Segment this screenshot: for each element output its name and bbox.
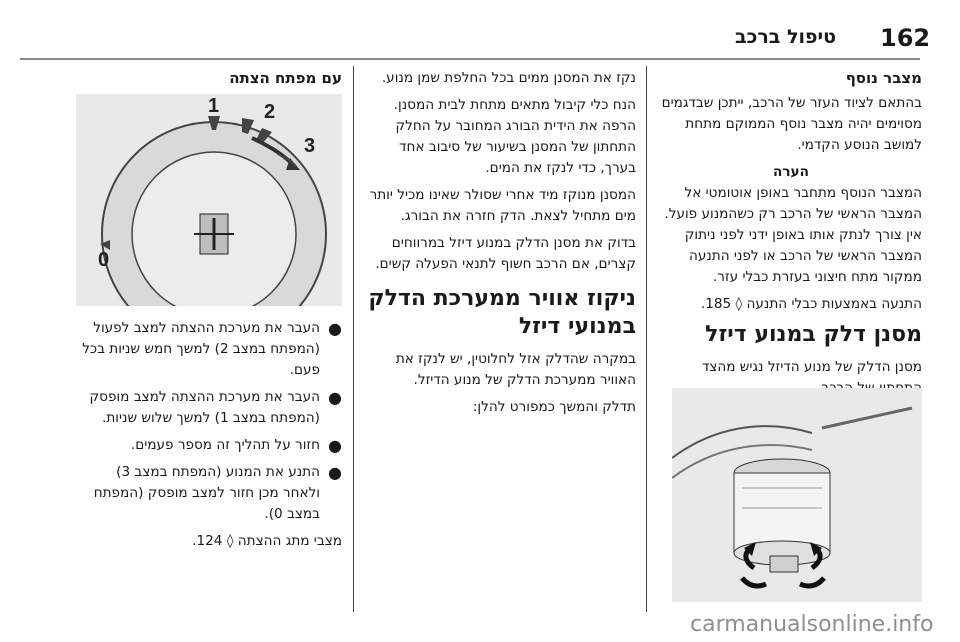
- left-column-heading-wrap: [76, 68, 342, 93]
- heading-diesel-filter: מסנן דלק במנוע דיזל: [705, 322, 922, 347]
- section-title: טיפול ברכב: [735, 26, 837, 48]
- heading-with-ignition-key: עם מפתח הצתה: [229, 69, 342, 87]
- page-number: 162: [880, 24, 931, 52]
- list-item: ● העבר את מערכת ההצתה למצב מופסק (המפתח במצב 1) למשך שלוש שניות.: [89, 388, 342, 426]
- para-drain-water: נקז את המסנן ממים בכל החלפת שמן מנוע.: [381, 70, 636, 86]
- para-filter-location: מסנן הדלק של מנוע הדיזל נגיש מהצד: [701, 359, 922, 375]
- column-divider-left: [353, 66, 354, 612]
- ignition-label-1: 1: [208, 95, 220, 117]
- para-place-container: הנח כלי קיבול מתאים מתחת לבית המסנן. הרפה את הידית הבורג המחובר על החלק התחתון של המסנן בשיעור של סיבוב אחד בערך, כדי לנקז את המים.: [393, 97, 636, 176]
- fuel-filter-illustration: [672, 388, 922, 602]
- note-reference: התנעה באמצעות כבלי התנעה ◊ 185.: [700, 296, 922, 312]
- note-title: הערה: [773, 164, 809, 180]
- column-divider-right: [646, 66, 647, 612]
- header-rule: [20, 58, 920, 60]
- para-battery-intro: בהתאם לציוד העזר של הרכב, ייתכן שבדגמים מסוימים יהיה מצבר נוסף הממוקם מתחת למושב הנוסע הקדמי.: [661, 95, 922, 153]
- para-check-filter: בדוק את מסנן הדלק במנוע דיזל במרווחים קצרים, אם הרכב חשוף לתנאי הפעלה קשים.: [375, 235, 636, 272]
- ignition-switch-figure: [76, 94, 342, 306]
- list-item: ● העבר את מערכת ההצתה למצב לפעול (המפתח במצב 2) למשך חמש שניות בכל פעם.: [82, 319, 342, 378]
- bullet-icon: ●: [328, 463, 342, 482]
- heading-additional-battery: מצבר נוסף: [845, 69, 922, 87]
- para-bleed-intro: במקרה שהדלק אזל לחלוטין, יש לנקז את האוויר ממערכת הדלק של מנוע הדיזל.: [395, 351, 636, 388]
- middle-column: [366, 68, 636, 424]
- para-tighten-screw: המסנן מנוקז מיד אחרי שסולר שאינו מכיל יותר מים מתחיל לצאת. הדק חזרה את הבורג.: [369, 187, 636, 224]
- bullet-icon: ●: [328, 388, 342, 407]
- list-item: ● התנע את המנוע (המפתח במצב 3) ולאחר מכן חזור למצב מופסק (המפתח במצב 0).: [93, 463, 342, 522]
- para-bleed-steps: תדלק והמשך כמפורט להלן:: [472, 399, 636, 415]
- ignition-label-2: 2: [264, 101, 276, 123]
- bleed-steps-list: [76, 318, 342, 525]
- fuel-filter-figure: [672, 388, 922, 602]
- footer-watermark[interactable]: carmanualsonline.info: [690, 612, 934, 637]
- ignition-label-0: 0: [98, 249, 110, 271]
- ignition-positions-reference: מצבי מתג ההצתה ◊ 124.: [192, 533, 342, 549]
- ignition-switch-illustration: [76, 94, 342, 306]
- page-header: [0, 0, 960, 62]
- note-text: המצבר הנוסף מתחבר באופן אוטומטי אל המצבר הראשי של הרכב רק כשהמנוע פועל. אין צורך לנתק אותו באופן ידני לפני ניתוק המצבר הראשי של הרכב או לפני התנעה ממקור מתח חיצוני בעזרת כבלי עזר.: [664, 185, 922, 285]
- heading-bleed-fuel-system: ניקוז אוויר ממערכת הדלק במנועי דיזל: [368, 286, 636, 339]
- left-column: [76, 318, 342, 558]
- ignition-label-3: 3: [304, 135, 316, 157]
- bullet-icon: ●: [328, 436, 342, 455]
- list-item: ● חזור על תהליך זה מספר פעמים.: [130, 436, 342, 455]
- bullet-icon: ●: [328, 319, 342, 338]
- right-column: [660, 68, 922, 405]
